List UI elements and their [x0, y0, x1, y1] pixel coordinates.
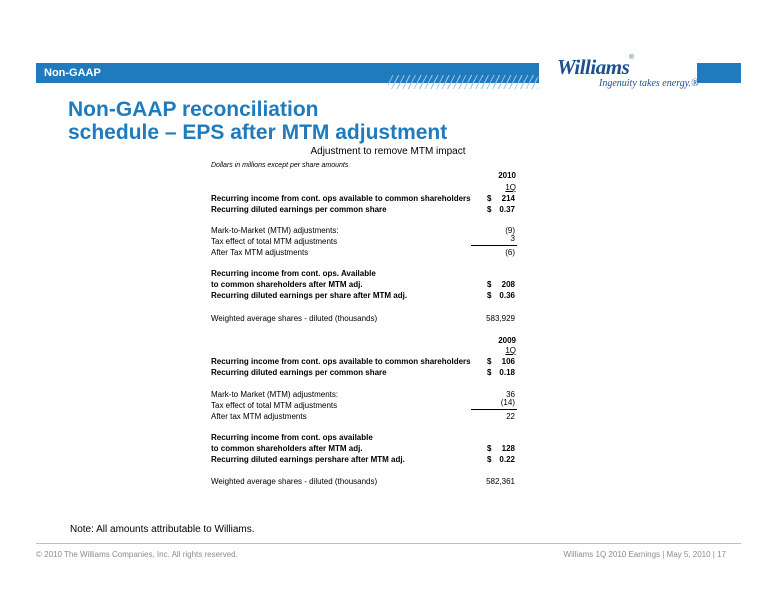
page-title: [68, 98, 447, 144]
units-note: Dollars in millions except per share amounts: [211, 162, 349, 169]
table-row-value: 106: [501, 357, 515, 366]
currency-sign: $: [487, 291, 492, 300]
quarter-2010: 1Q: [505, 183, 516, 192]
table-row-value: 0.22: [499, 455, 515, 464]
table-row-value: 0.18: [499, 368, 515, 377]
table-row-label: Tax effect of total MTM adjustments: [211, 237, 338, 246]
header-band-right: [697, 63, 741, 83]
table-row-label: Mark-to Market (MTM) adjustments:: [211, 390, 339, 399]
year-2010: 2010: [498, 171, 516, 180]
subtotal-rule: [471, 409, 517, 410]
table-row-label: Weighted average shares - diluted (thousands): [211, 477, 378, 486]
table-row-label: After tax MTM adjustments: [211, 412, 307, 421]
table-row-value: (14): [500, 398, 515, 407]
logo-tagline: Ingenuity takes energy.®: [599, 78, 699, 89]
table-row-label: Tax effect of total MTM adjustments: [211, 401, 338, 410]
currency-sign: $: [487, 205, 492, 214]
table-row-label: to common shareholders after MTM adj.: [211, 444, 363, 453]
table-row-label: Recurring income from cont. ops. Available: [211, 269, 376, 278]
table-row-value: 583,929: [486, 314, 515, 323]
table-row-label: Mark-to-Market (MTM) adjustments:: [211, 226, 339, 235]
table-row-value: 208: [501, 280, 515, 289]
table-row-label: Recurring income from cont. ops available to common shareholders: [211, 357, 471, 366]
table-row-label: Recurring diluted earnings per common share: [211, 368, 387, 377]
table-row-label: Recurring diluted earnings pershare after MTM adj.: [211, 455, 405, 464]
table-row-value: 36: [506, 390, 515, 399]
table-row-value: 128: [501, 444, 515, 453]
decorative-stripes: [388, 75, 538, 89]
table-row-label: After Tax MTM adjustments: [211, 248, 309, 257]
table-row-value: 22: [506, 412, 515, 421]
logo-registered-mark: ®: [629, 55, 634, 61]
quarter-2009: 1Q: [505, 346, 516, 355]
page-title-line2: schedule – EPS after MTM adjustment: [68, 121, 448, 144]
currency-sign: $: [487, 455, 492, 464]
currency-sign: $: [487, 368, 492, 377]
table-row-label: Recurring diluted earnings per common share: [211, 205, 387, 214]
table-row-label: Recurring income from cont. ops available: [211, 433, 373, 442]
table-row-value: 0.36: [499, 291, 515, 300]
table-row-value: (9): [505, 226, 515, 235]
footer-divider: [36, 543, 741, 544]
table-row-label: Weighted average shares - diluted (thousands): [211, 314, 378, 323]
table-row-label: Recurring income from cont. ops available to common shareholders: [211, 194, 471, 203]
logo-word: Williams: [557, 55, 630, 79]
currency-sign: $: [487, 194, 492, 203]
footnote: Note: All amounts attributable to Williams.: [70, 524, 255, 535]
page-title-line1: Non-GAAP reconciliation: [68, 98, 319, 121]
williams-logo: [557, 55, 634, 80]
year-2009: 2009: [498, 336, 516, 345]
currency-sign: $: [487, 280, 492, 289]
table-row-label: Recurring diluted earnings per share after MTM adj.: [211, 291, 408, 300]
table-row-value: 3: [510, 234, 515, 243]
footer-event-info: Williams 1Q 2010 Earnings | May 5, 2010 | 17: [563, 550, 726, 559]
currency-sign: $: [487, 444, 492, 453]
table-row-value: 214: [501, 194, 515, 203]
table-heading: Adjustment to remove MTM impact: [310, 146, 466, 157]
currency-sign: $: [487, 357, 492, 366]
table-row-value: (6): [505, 248, 515, 257]
copyright: © 2010 The Williams Companies, Inc. All rights reserved.: [36, 550, 238, 559]
subtotal-rule: [471, 245, 517, 246]
table-row-label: to common shareholders after MTM adj.: [211, 280, 363, 289]
section-label: Non-GAAP: [44, 67, 101, 79]
table-row-value: 582,361: [486, 477, 515, 486]
table-row-value: 0.37: [499, 205, 515, 214]
